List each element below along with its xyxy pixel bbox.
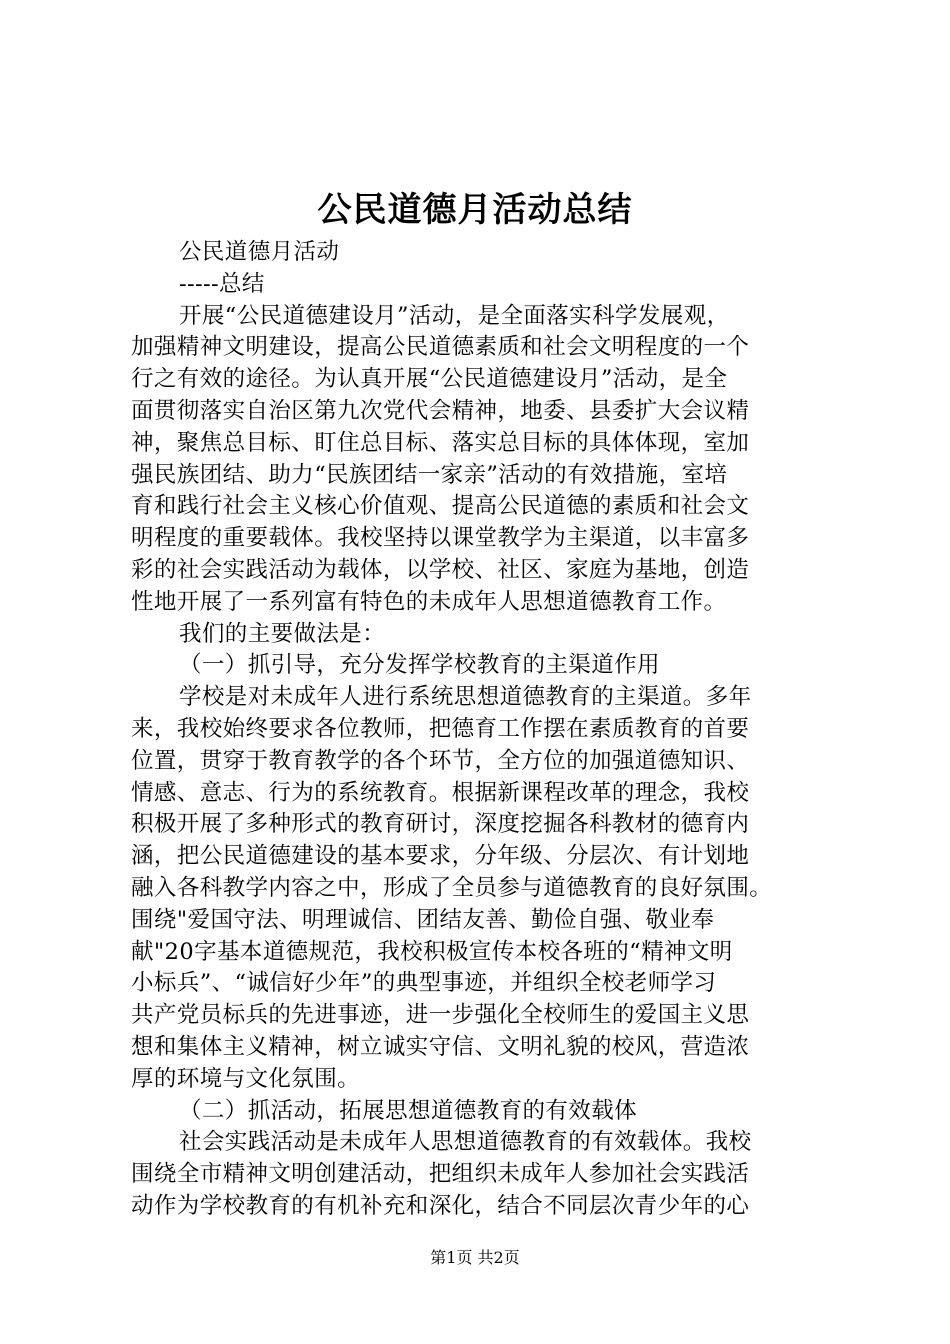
text-line: 厚的环境与文化氛围。 — [131, 1065, 361, 1092]
text-line: 开展“公民道德建设月”活动，是全面落实科学发展观， — [179, 302, 730, 329]
document-title: 公民道德月活动总结 — [317, 190, 633, 230]
page-footer: 第1页 共2页 — [430, 1248, 520, 1267]
text-line: 献"20字基本道德规范，我校积极宣传本校各班的“精神文明 — [131, 938, 733, 965]
text-line: 涵，把公民道德建设的基本要求，分年级、分层次、有计划地 — [131, 843, 750, 870]
text-line: （二）抓活动，拓展思想道德教育的有效载体 — [179, 1097, 638, 1124]
text-line: 动作为学校教育的有机补充和深化，结合不同层次青少年的心 — [131, 1192, 750, 1219]
text-line: 面贯彻落实自治区第九次党代会精神，地委、县委扩大会议精 — [131, 397, 750, 424]
text-line: 我们的主要做法是： — [179, 620, 386, 647]
text-line: 学校是对未成年人进行系统思想道德教育的主渠道。多年 — [179, 684, 752, 711]
text-line: 来，我校始终要求各位教师，把德育工作摆在素质教育的首要 — [131, 715, 750, 742]
text-line: 融入各科教学内容之中，形成了全员参与道德教育的良好氛围。 — [131, 874, 773, 901]
text-line: 育和践行社会主义核心价值观、提高公民道德的素质和社会文 — [131, 493, 750, 520]
text-line: 围绕全市精神文明创建活动，把组织未成年人参加社会实践活 — [131, 1161, 750, 1188]
text-line: 神，聚焦总目标、盯住总目标、落实总目标的具体体现，室加 — [131, 429, 750, 456]
text-line: （一）抓引导，充分发挥学校教育的主渠道作用 — [179, 652, 660, 679]
document-body — [131, 237, 831, 1223]
text-line: 性地开展了一系列富有特色的未成年人思想道德教育工作。 — [131, 588, 727, 615]
text-line: -----总结 — [179, 270, 265, 297]
text-line: 强民族团结、助力“民族团结一家亲”活动的有效措施，室培 — [131, 461, 728, 488]
text-line: 彩的社会实践活动为载体，以学校、社区、家庭为基地，创造 — [131, 556, 750, 583]
text-line: 公民道德月活动 — [179, 239, 340, 265]
text-line: 行之有效的途径。为认真开展“公民道德建设月”活动，是全 — [131, 366, 728, 393]
text-line: 积极开展了多种形式的教育研讨，深度挖掘各科教材的德育内 — [131, 811, 750, 838]
text-line: 明程度的重要载体。我校坚持以课堂教学为主渠道，以丰富多 — [131, 525, 750, 552]
text-line: 社会实践活动是未成年人思想道德教育的有效载体。我校 — [179, 1129, 752, 1156]
text-line: 小标兵”、“诚信好少年”的典型事迹，并组织全校老师学习 — [131, 970, 717, 997]
text-line: 加强精神文明建设，提高公民道德素质和社会文明程度的一个 — [131, 334, 750, 361]
text-line: 围绕"爱国守法、明理诚信、团结友善、勤俭自强、敬业奉 — [131, 906, 715, 933]
text-line: 共产党员标兵的先进事迹，进一步强化全校师生的爱国主义思 — [131, 1002, 750, 1029]
text-line: 位置，贯穿于教育教学的各个环节，全方位的加强道德知识、 — [131, 747, 750, 774]
text-line: 想和集体主义精神，树立诚实守信、文明礼貌的校风，营造浓 — [131, 1033, 750, 1060]
text-line: 情感、意志、行为的系统教育。根据新课程改革的理念，我校 — [131, 779, 750, 806]
